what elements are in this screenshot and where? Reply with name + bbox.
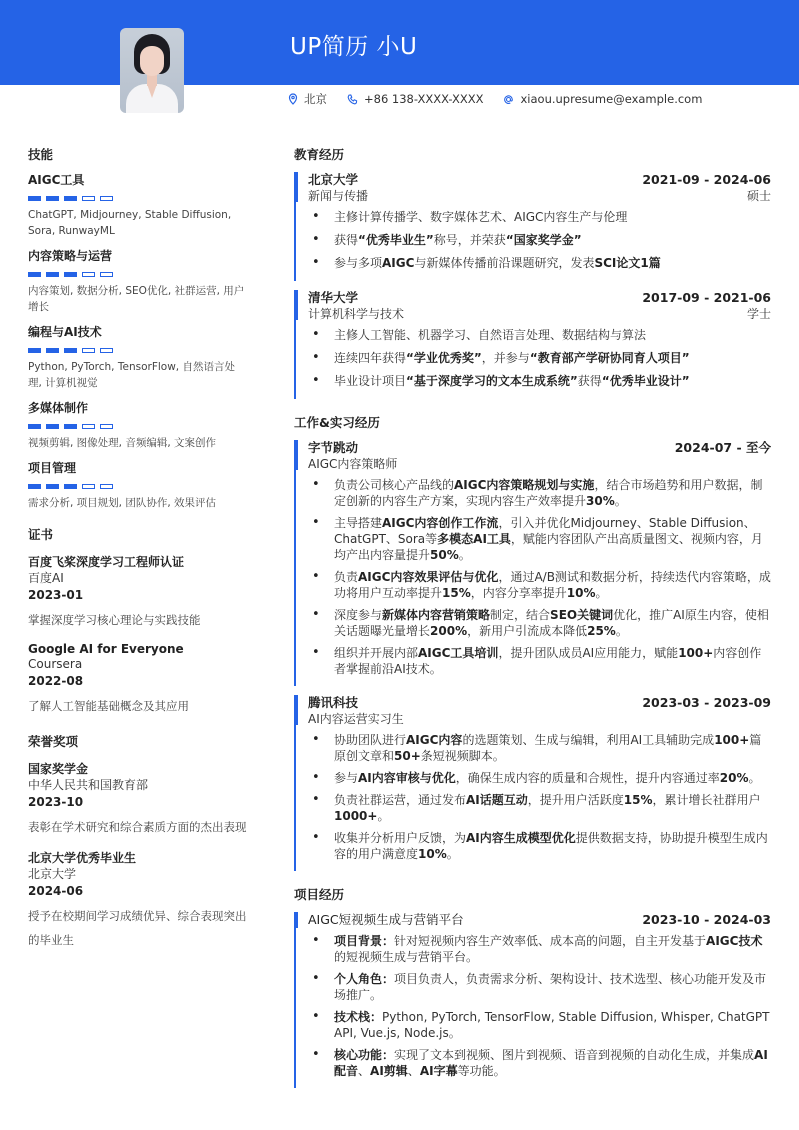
bullet-item: • 负责AIGC内容效果评估与优化，通过A/B测试和数据分析，持续迭代内容策略，成功将用户互动率提升15%，内容分享率提升10%。	[308, 569, 771, 601]
skill-desc: 需求分析, 项目规划, 团队协作, 效果评估	[28, 497, 217, 509]
skill-item	[28, 459, 248, 511]
section-title-awards: 荣誉奖项	[28, 734, 79, 749]
bullet-item: • 获得“优秀毕业生”称号，并荣获“国家奖学金”	[308, 232, 771, 248]
accent-rail	[294, 912, 296, 1088]
contact-email[interactable]	[503, 91, 702, 107]
bullet-item: • 项目背景：针对短视频内容生产效率低、成本高的问题，自主开发基于AIGC技术的短视频生成与营销平台。	[308, 933, 771, 965]
award-desc: 授予在校期间学习成绩优异、综合表现突出的毕业生	[28, 909, 247, 947]
skill-name: AIGC工具	[28, 173, 85, 187]
level-bar-filled	[64, 484, 77, 489]
award-date: 2023-10	[28, 795, 84, 809]
accent-rail-marker	[294, 440, 298, 470]
education-date: 2021-09 - 2024-06	[642, 172, 771, 187]
skill-level-bars	[28, 196, 248, 201]
level-bar-empty	[100, 424, 113, 429]
company-name: 字节跳动	[308, 440, 359, 455]
section-title-certificates: 证书	[28, 527, 54, 542]
job-role: AI内容运营实习生	[308, 712, 404, 726]
award-item	[28, 760, 248, 839]
level-bar-filled	[64, 272, 77, 277]
award-date: 2024-06	[28, 884, 84, 898]
major: 计算机科学与技术	[308, 307, 405, 321]
location-pin-icon	[288, 93, 298, 105]
contact-phone[interactable]	[347, 91, 483, 107]
contact-location	[288, 91, 327, 107]
certificate-date: 2023-01	[28, 588, 84, 602]
level-bar-empty	[82, 348, 95, 353]
bullet-item: • 核心功能：实现了文本到视频、图片到视频、语音到视频的自动化生成，并集成AI配音、AI剪辑、AI字幕等功能。	[308, 1047, 771, 1079]
level-bar-empty	[82, 196, 95, 201]
skill-item	[28, 399, 248, 451]
degree: 硕士	[746, 189, 771, 203]
level-bar-filled	[64, 424, 77, 429]
level-bar-filled	[46, 424, 59, 429]
certificate-desc: 掌握深度学习核心理论与实践技能	[28, 613, 201, 627]
level-bar-filled	[46, 484, 59, 489]
bullet-item: • 组织并开展内部AIGC工具培训，提升团队成员AI应用能力，赋能100+内容创作者掌握前沿AI技术。	[308, 645, 771, 677]
level-bar-filled	[46, 196, 59, 201]
level-bar-filled	[64, 196, 77, 201]
job-role: AIGC内容策略师	[308, 457, 398, 471]
skill-desc: Python, PyTorch, TensorFlow, 自然语言处理, 计算机视觉	[28, 361, 235, 389]
project-name: AIGC短视频生成与营销平台	[308, 912, 464, 927]
education-date: 2017-09 - 2021-06	[642, 290, 771, 305]
bullet-item: • 技术栈：Python, PyTorch, TensorFlow, Stable Diffusion, Whisper, ChatGPT API, Vue.js, Node.js。	[308, 1009, 771, 1041]
certificate-name: 百度飞桨深度学习工程师认证	[28, 555, 185, 569]
bullet-item: • 连续四年获得“学业优秀奖”，并参与“教育部产学研协同育人项目”	[308, 350, 771, 366]
certificate-name: Google AI for Everyone	[28, 642, 184, 656]
bullet-item: • 主导搭建AIGC内容创作工作流，引入并优化Midjourney、Stable Diffusion、ChatGPT、Sora等多模态AI工具，赋能内容团队产出高质量图文、视频内容，月均产出内容量提升50%。	[308, 515, 771, 563]
contact-phone-text: +86 138-XXXX-XXXX	[364, 92, 484, 106]
skill-item	[28, 171, 248, 239]
level-bar-filled	[28, 484, 41, 489]
accent-rail-marker	[294, 172, 298, 202]
level-bar-empty	[100, 348, 113, 353]
right-column	[294, 145, 771, 1088]
level-bar-filled	[28, 348, 41, 353]
skill-item	[28, 247, 248, 315]
level-bar-filled	[28, 424, 41, 429]
project-entry	[294, 912, 771, 1088]
certificate-desc: 了解人工智能基础概念及其应用	[28, 699, 189, 713]
award-org: 北京大学	[28, 867, 77, 881]
skill-desc: 视频剪辑, 图像处理, 音频编辑, 文案创作	[28, 437, 217, 449]
major: 新闻与传播	[308, 189, 369, 203]
level-bar-empty	[100, 484, 113, 489]
bullet-item: • 协助团队进行AIGC内容的选题策划、生成与编辑，利用AI工具辅助完成100+篇原创文章和50+条短视频脚本。	[308, 732, 771, 764]
company-name: 腾讯科技	[308, 695, 359, 710]
award-name: 国家奖学金	[28, 762, 89, 776]
bullet-item: • 主修人工智能、机器学习、自然语言处理、数据结构与算法	[308, 327, 771, 343]
work-date: 2024-07 - 至今	[674, 440, 771, 455]
award-item	[28, 849, 248, 952]
bullet-item: • 主修计算传播学、数字媒体艺术、AIGC内容生产与伦理	[308, 209, 771, 225]
level-bar-empty	[100, 272, 113, 277]
email-at-icon	[503, 94, 514, 105]
accent-rail-marker	[294, 695, 298, 725]
certificate-item	[28, 642, 248, 718]
certificate-item	[28, 553, 248, 632]
certificate-org: Coursera	[28, 657, 83, 671]
certificate-date: 2022-08	[28, 674, 84, 688]
level-bar-empty	[82, 424, 95, 429]
level-bar-filled	[64, 348, 77, 353]
skill-name: 编程与AI技术	[28, 325, 102, 339]
phone-icon	[347, 94, 358, 105]
skill-desc: 内容策划, 数据分析, SEO优化, 社群运营, 用户增长	[28, 285, 245, 313]
contact-row	[288, 91, 722, 107]
work-date: 2023-03 - 2023-09	[642, 695, 771, 710]
degree: 学士	[746, 307, 771, 321]
skill-name: 内容策略与运营	[28, 249, 113, 263]
section-title-projects: 项目经历	[294, 887, 345, 902]
education-entry	[294, 172, 771, 281]
resume-name: UP简历 小U	[290, 34, 418, 60]
skill-level-bars	[28, 424, 248, 429]
skill-level-bars	[28, 348, 248, 353]
left-column	[28, 145, 248, 952]
skill-level-bars	[28, 272, 248, 277]
contact-location-text: 北京	[304, 92, 327, 106]
accent-rail-marker	[294, 912, 298, 928]
school-name: 北京大学	[308, 172, 359, 187]
work-entry	[294, 440, 771, 686]
bullet-item: • 负责公司核心产品线的AIGC内容策略规划与实施，结合市场趋势和用户数据，制定创新的内容生产方案，实现内容生产效率提升30%。	[308, 477, 771, 509]
level-bar-empty	[100, 196, 113, 201]
section-title-skills: 技能	[28, 147, 54, 162]
level-bar-filled	[46, 272, 59, 277]
avatar-face	[140, 46, 164, 76]
level-bar-empty	[82, 484, 95, 489]
avatar	[120, 28, 184, 113]
section-title-work: 工作&实习经历	[294, 415, 380, 430]
skill-name: 项目管理	[28, 461, 77, 475]
certificate-org: 百度AI	[28, 571, 64, 585]
level-bar-filled	[46, 348, 59, 353]
section-title-education: 教育经历	[294, 147, 345, 162]
award-org: 中华人民共和国教育部	[28, 778, 149, 792]
bullet-item: • 毕业设计项目“基于深度学习的文本生成系统”获得“优秀毕业设计”	[308, 373, 771, 389]
skill-name: 多媒体制作	[28, 401, 89, 415]
bullet-item: • 个人角色：项目负责人，负责需求分析、架构设计、技术选型、核心功能开发及市场推广。	[308, 971, 771, 1003]
work-entry	[294, 695, 771, 871]
bullet-item: • 收集并分析用户反馈，为AI内容生成模型优化提供数据支持，协助提升模型生成内容的用户满意度10%。	[308, 830, 771, 862]
level-bar-filled	[28, 272, 41, 277]
bullet-item: • 参与多项AIGC与新媒体传播前沿课题研究，发表SCI论文1篇	[308, 255, 771, 271]
school-name: 清华大学	[308, 290, 359, 305]
level-bar-filled	[28, 196, 41, 201]
skill-desc: ChatGPT, Midjourney, Stable Diffusion, Sora, RunwayML	[28, 209, 232, 237]
bullet-item: • 深度参与新媒体内容营销策略制定，结合SEO关键词优化，推广AI原生内容，使相关话题曝光量增长200%，新用户引流成本降低25%。	[308, 607, 771, 639]
level-bar-empty	[82, 272, 95, 277]
skill-level-bars	[28, 484, 248, 489]
bullet-item: • 参与AI内容审核与优化，确保生成内容的质量和合规性，提升内容通过率20%。	[308, 770, 771, 786]
skill-item	[28, 323, 248, 391]
accent-rail-marker	[294, 290, 298, 320]
contact-email-text: xiaou.upresume@example.com	[520, 92, 703, 106]
award-name: 北京大学优秀毕业生	[28, 851, 137, 865]
bullet-item: • 负责社群运营，通过发布AI话题互动，提升用户活跃度15%，累计增长社群用户1000+。	[308, 792, 771, 824]
award-desc: 表彰在学术研究和综合素质方面的杰出表现	[28, 820, 247, 834]
accent-rail	[294, 440, 296, 686]
education-entry	[294, 290, 771, 399]
project-date: 2023-10 - 2024-03	[642, 912, 771, 927]
